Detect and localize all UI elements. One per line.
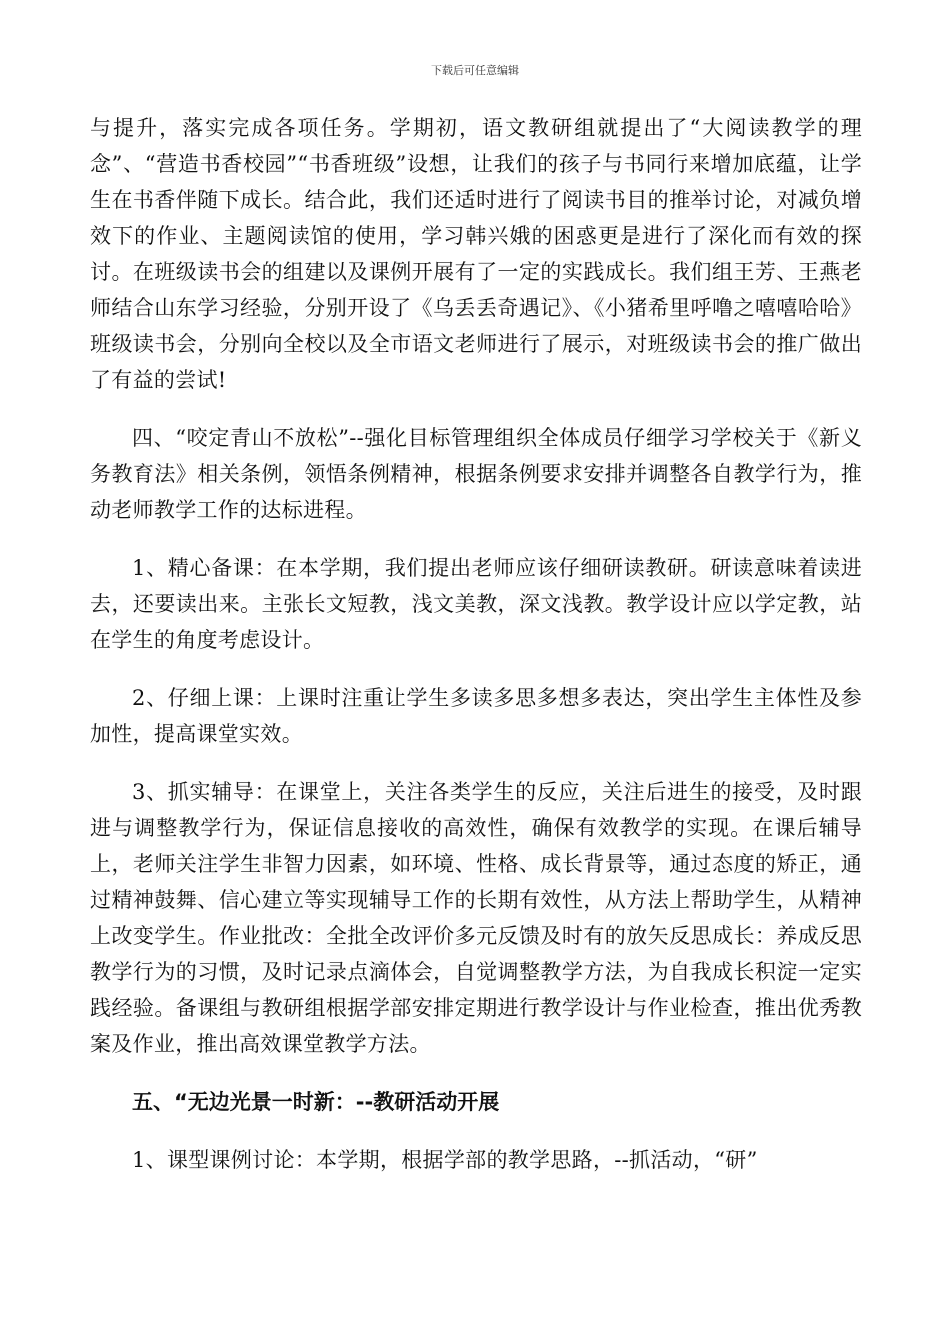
paragraph-tutoring: 3、抓实辅导：在课堂上，关注各类学生的反应，关注后进生的接受，及时跟进与调整教学行为，保证信息接收的高效性，确保有效教学的实现。在课后辅导上，老师关注学生非智力因素，如环境、性格、成长背景等，通过态度的矫正，通过精神鼓舞、信心建立等实现辅导工作的长期有效性，从方法上帮助学生，从精神上改变学生。作业批改：全批全改评价多元反馈及时有的放矢反思成长：养成反思教学行为的习惯，及时记录点滴体会，自觉调整教学方法，为自我成长积淀一定实践经验。备课组与教研组根据学部安排定期进行教学设计与作业检查，推出优秀教案及作业，推出高效课堂教学方法。 (90, 780, 862, 1056)
document-body (90, 110, 862, 1178)
paragraph-lesson-prep: 1、精心备课：在本学期，我们提出老师应该仔细研读教研。研读意味着读进去，还要读出来。主张长文短教，浅文美教，深文浅教。教学设计应以学定教，站在学生的角度考虑设计。 (90, 556, 862, 652)
paragraph-continuation: 与提升，落实完成各项任务。学期初，语文教研组就提出了“大阅读教学的理念”、“营造书香校园”“书香班级”设想，让我们的孩子与书同行来增加底蕴，让学生在书香伴随下成长。结合此，我们还适时进行了阅读书目的推举讨论，对减负增效下的作业、主题阅读馆的使用，学习韩兴娥的困惑更是进行了深化而有效的探讨。在班级读书会的组建以及课例开展有了一定的实践成长。我们组王芳、王燕老师结合山东学习经验，分别开设了《乌丢丢奇遇记》、《小猪希里呼噜之嘻嘻哈哈》班级读书会，分别向全校以及全市语文老师进行了展示，对班级读书会的推广做出了有益的尝试! (90, 116, 862, 392)
paragraph-lesson-discussion: 1、课型课例讨论：本学期，根据学部的教学思路，--抓活动，“研” (132, 1148, 758, 1172)
paragraph-section-four: 四、“咬定青山不放松”--强化目标管理组织全体成员仔细学习学校关于《新义务教育法》相关条例，领悟条例精神，根据条例要求安排并调整各自教学行为，推动老师教学工作的达标进程。 (90, 426, 862, 522)
paragraph-teaching: 2、仔细上课：上课时注重让学生多读多思多想多表达，突出学生主体性及参加性，提高课堂实效。 (90, 686, 862, 746)
page-header: 下载后可任意编辑 (431, 64, 519, 77)
section-heading-five: 五、“无边光景一时新：--教研活动开展 (132, 1090, 500, 1114)
